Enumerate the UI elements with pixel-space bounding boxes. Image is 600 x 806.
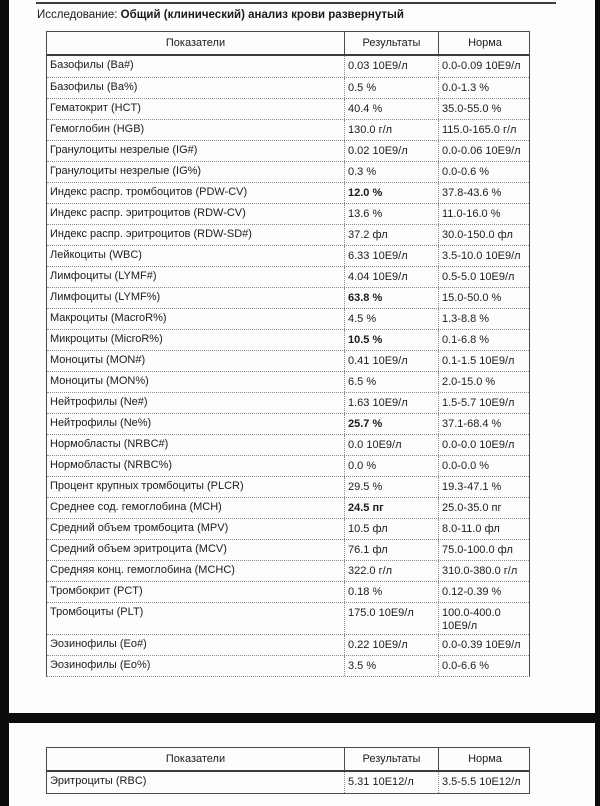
norm-cell: 0.0-0.39 10E9/л [438,635,531,655]
parameter-cell: Лимфоциты (LYMF%) [50,291,161,303]
norm-cell: 37.1-68.4 % [438,414,531,434]
table-row [47,581,529,602]
result-cell: 12.0 % [344,183,438,203]
result-cell: 25.7 % [344,414,438,434]
table-header-row [46,31,530,56]
parameter-cell: Эозинофилы (Eo#) [50,638,147,650]
table-row [47,434,529,455]
parameter-cell: Среднее сод. гемоглобина (MCH) [50,501,222,513]
result-cell: 0.0 % [344,456,438,476]
study-label: Исследование: [37,9,121,21]
result-cell: 0.18 % [344,582,438,602]
parameter-cell: Гемоглобин (HGB) [50,123,145,135]
table-row [47,634,529,655]
table-row [47,182,529,203]
norm-cell: 0.0-0.06 10E9/л [438,141,531,161]
table-row [47,77,529,98]
result-cell: 0.41 10E9/л [344,351,438,371]
parameter-cell: Индекс распр. тромбоцитов (PDW-CV) [50,186,248,198]
norm-cell: 310.0-380.0 г/л [438,561,531,581]
result-cell: 0.0 10E9/л [344,435,438,455]
result-cell: 24.5 пг [344,498,438,518]
parameter-cell: Средний объем тромбоцита (MPV) [50,522,229,534]
norm-cell: 0.0-6.6 % [438,656,531,676]
top-divider-rule [36,2,556,4]
column-header-parameter: Показатели [165,37,226,49]
table-row [47,203,529,224]
parameter-cell: Тромбоциты (PLT) [50,606,144,618]
norm-cell: 115.0-165.0 г/л [438,120,531,140]
study-heading [37,8,404,22]
parameter-cell: Гематокрит (HCT) [50,102,141,114]
table-row [47,455,529,476]
rbc-results-table [46,747,530,794]
norm-cell: 8.0-11.0 фл [438,519,531,539]
result-cell: 6.33 10E9/л [344,246,438,266]
parameter-cell: Моноциты (MON%) [50,375,149,387]
norm-cell: 0.0-1.3 % [438,78,531,98]
norm-cell: 15.0-50.0 % [438,288,531,308]
norm-cell: 30.0-150.0 фл [438,225,531,245]
result-cell: 5.31 10E12/л [344,772,438,793]
cbc-results-table [46,31,530,677]
result-cell: 10.5 % [344,330,438,350]
result-cell: 0.02 10E9/л [344,141,438,161]
norm-cell: 3.5-5.5 10E12/л [438,772,531,793]
result-cell: 3.5 % [344,656,438,676]
parameter-cell: Индекс распр. эритроцитов (RDW-CV) [50,207,246,219]
norm-cell: 35.0-55.0 % [438,99,531,119]
result-cell: 175.0 10E9/л [344,603,438,634]
norm-cell: 11.0-16.0 % [438,204,531,224]
parameter-cell: Базофилы (Ba#) [50,59,134,71]
norm-cell: 19.3-47.1 % [438,477,531,497]
parameter-cell: Тромбокрит (PCT) [50,585,143,597]
parameter-cell: Гранулоциты незрелые (IG#) [50,144,198,156]
table-row [47,497,529,518]
table-row [47,772,529,793]
table-row [47,329,529,350]
parameter-cell: Средний объем эритроцита (MCV) [50,543,227,555]
norm-cell: 37.8-43.6 % [438,183,531,203]
norm-cell: 2.0-15.0 % [438,372,531,392]
table-row [47,56,529,77]
norm-cell: 0.5-5.0 10E9/л [438,267,531,287]
parameter-cell: Лимфоциты (LYMF#) [50,270,157,282]
norm-cell: 0.0-0.0 10E9/л [438,435,531,455]
result-cell: 6.5 % [344,372,438,392]
table-row [47,245,529,266]
study-title: Общий (клинический) анализ крови развернутый [120,9,404,21]
norm-cell: 0.0-0.6 % [438,162,531,182]
result-cell: 130.0 г/л [344,120,438,140]
parameter-cell: Нейтрофилы (Ne#) [50,396,148,408]
parameter-cell: Эозинофилы (Eo%) [50,659,151,671]
table-row [47,476,529,497]
result-cell: 1.63 10E9/л [344,393,438,413]
table-row [47,98,529,119]
column-header-result: Результаты [344,748,438,770]
parameter-cell: Базофилы (Ba%) [50,81,138,93]
parameter-cell: Индекс распр. эритроцитов (RDW-SD#) [50,228,252,240]
table-row [47,413,529,434]
parameter-cell: Процент крупных тромбоциты (PLCR) [50,480,244,492]
parameter-cell: Эритроциты (RBC) [50,775,147,787]
table-row [47,224,529,245]
table-row [47,119,529,140]
norm-cell: 25.0-35.0 пг [438,498,531,518]
table-row [47,350,529,371]
table-row [47,371,529,392]
norm-cell: 0.0-0.0 % [438,456,531,476]
norm-cell: 0.1-6.8 % [438,330,531,350]
norm-cell: 1.5-5.7 10E9/л [438,393,531,413]
report-page-1 [9,0,595,713]
norm-cell: 1.3-8.8 % [438,309,531,329]
column-header-parameter: Показатели [165,753,226,765]
column-header-result: Результаты [344,32,438,54]
norm-cell: 3.5-10.0 10E9/л [438,246,531,266]
parameter-cell: Гранулоциты незрелые (IG%) [50,165,202,177]
result-cell: 13.6 % [344,204,438,224]
table-header-row [46,747,530,772]
table-row [47,140,529,161]
result-cell: 76.1 фл [344,540,438,560]
parameter-cell: Нормобласты (NRBC#) [50,438,169,450]
table-row [47,161,529,182]
norm-cell: 100.0-400.0 10E9/л [438,603,531,634]
parameter-cell: Нормобласты (NRBC%) [50,459,172,471]
table-row [47,308,529,329]
result-cell: 40.4 % [344,99,438,119]
result-cell: 37.2 фл [344,225,438,245]
column-header-norm: Норма [438,748,531,770]
parameter-cell: Микроциты (MicroR%) [50,333,163,345]
parameter-cell: Макроциты (MacroR%) [50,312,167,324]
result-cell: 29.5 % [344,477,438,497]
table-row [47,518,529,539]
result-cell: 0.03 10E9/л [344,56,438,77]
table-body [46,772,530,794]
table-row [47,560,529,581]
norm-cell: 75.0-100.0 фл [438,540,531,560]
result-cell: 4.04 10E9/л [344,267,438,287]
norm-cell: 0.12-0.39 % [438,582,531,602]
parameter-cell: Моноциты (MON#) [50,354,146,366]
result-cell: 322.0 г/л [344,561,438,581]
result-cell: 4.5 % [344,309,438,329]
parameter-cell: Средняя конц. гемоглобина (MCHC) [50,564,235,576]
result-cell: 10.5 фл [344,519,438,539]
result-cell: 63.8 % [344,288,438,308]
norm-cell: 0.1-1.5 10E9/л [438,351,531,371]
table-row [47,287,529,308]
table-body [46,56,530,677]
parameter-cell: Лейкоциты (WBC) [50,249,142,261]
table-row [47,655,529,676]
result-cell: 0.3 % [344,162,438,182]
result-cell: 0.22 10E9/л [344,635,438,655]
column-header-norm: Норма [438,32,531,54]
result-cell: 0.5 % [344,78,438,98]
page-break-band [0,713,600,723]
table-row [47,266,529,287]
report-page-2 [9,723,595,806]
table-row [47,602,529,634]
table-row [47,539,529,560]
norm-cell: 0.0-0.09 10E9/л [438,56,531,77]
table-row [47,392,529,413]
parameter-cell: Нейтрофилы (Ne%) [50,417,152,429]
